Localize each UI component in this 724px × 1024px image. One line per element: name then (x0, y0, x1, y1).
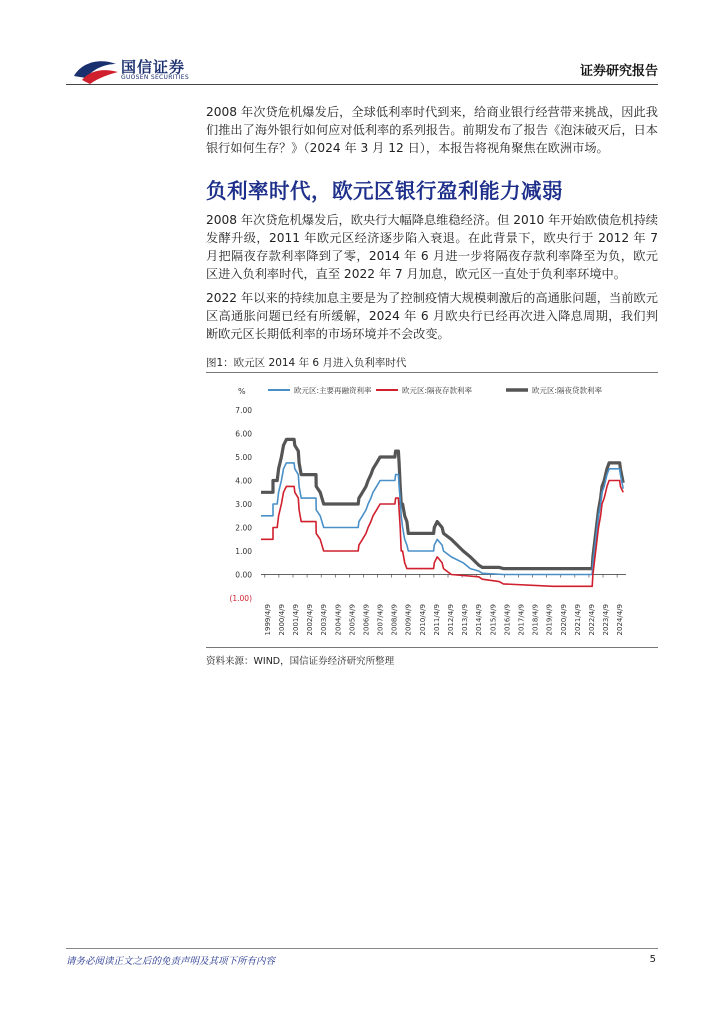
x-tick-label: 2016/4/9 (503, 604, 512, 636)
logo-name: 国信证券 (121, 58, 186, 76)
x-tick-label: 2024/4/9 (616, 604, 625, 636)
y-tick-label: 1.00 (235, 547, 252, 556)
x-tick-label: 2003/4/9 (320, 604, 329, 636)
legend-label: 欧元区:主要再融资利率 (294, 386, 372, 395)
legend-label: 欧元区:隔夜存款利率 (402, 386, 473, 395)
figure-title: 图1：欧元区 2014 年 6 月进入负利率时代 (206, 357, 407, 369)
page-number: 5 (649, 954, 656, 965)
figure-source: 资料来源：WIND，国信证券经济研究所整理 (206, 656, 395, 667)
x-tick-label: 2009/4/9 (404, 604, 413, 636)
figure-top-rule (206, 372, 658, 373)
y-tick-label: 7.00 (235, 406, 252, 415)
body-paragraph-1: 2008 年次贷危机爆发后，欧央行大幅降息维稳经济。但 2010 年开始欧债危机持续发酵升级，2011 年欧元区经济逐步陷入衰退。在此背景下，欧央行于 2012 年 7 月把隔夜存款利率降到了零，2014 年 6 月进一步将隔夜存款利率降至为负，欧元区进入负利率时代，直至 2022 年 7 月加息，欧元区一直处于负利率环境中。 (206, 213, 658, 281)
y-tick-label: 0.00 (235, 570, 252, 580)
x-tick-label: 2022/4/9 (587, 604, 596, 636)
header-divider (66, 84, 658, 85)
x-tick-label: 2011/4/9 (432, 604, 441, 636)
y-tick-label: 3.00 (235, 500, 252, 509)
x-tick-label: 2014/4/9 (475, 604, 484, 636)
legend-label: 欧元区:隔夜贷款利率 (532, 386, 603, 395)
x-tick-label: 2004/4/9 (334, 604, 343, 636)
y-tick-label: 6.00 (235, 429, 252, 439)
y-tick-label: 4.00 (235, 476, 252, 486)
x-tick-label: 2021/4/9 (573, 604, 582, 636)
y-tick-label: 5.00 (235, 453, 252, 462)
footer-divider (66, 948, 658, 949)
section-title: 负利率时代，欧元区银行盈利能力减弱 (206, 179, 563, 203)
x-tick-label: 2015/4/9 (489, 604, 498, 636)
x-tick-label: 2020/4/9 (559, 604, 568, 636)
x-tick-label: 2023/4/9 (602, 604, 611, 636)
x-tick-label: 2012/4/9 (447, 604, 456, 636)
x-tick-label: 2007/4/9 (376, 604, 385, 636)
x-tick-label: 2000/4/9 (277, 604, 286, 636)
y-tick-label: (1.00) (229, 594, 252, 603)
figure-bottom-rule (206, 647, 658, 648)
x-tick-label: 2006/4/9 (362, 604, 371, 636)
x-tick-label: 2018/4/9 (531, 604, 540, 636)
x-tick-label: 2001/4/9 (291, 604, 300, 636)
y-tick-label: 2.00 (235, 523, 252, 533)
interest-rate-line-chart (206, 376, 658, 646)
x-tick-label: 2019/4/9 (545, 604, 554, 636)
x-tick-label: 2013/4/9 (461, 604, 470, 636)
x-tick-label: 2002/4/9 (306, 604, 315, 636)
logo-subtitle: GUOSEN SECURITIES (121, 74, 190, 81)
x-tick-label: 2017/4/9 (517, 604, 526, 636)
body-paragraph-2: 2022 年以来的持续加息主要是为了控制疫情大规模刺激后的高通胀问题，当前欧元区高通胀问题已经有所缓解，2024 年 6 月欧央行已经再次进入降息周期，我们判断欧元区长期低利率的市场环境并不会改变。 (206, 291, 658, 341)
x-tick-label: 2010/4/9 (418, 604, 427, 636)
intro-paragraph: 2008 年次贷危机爆发后，全球低利率时代到来，给商业银行经营带来挑战，因此我们推出了海外银行如何应对低利率的系列报告。前期发布了报告《泡沫破灭后，日本银行如何生存？》（2024 年 3 月 12 日），本报告将视角聚焦在欧洲市场。 (206, 105, 658, 155)
x-tick-label: 2005/4/9 (348, 604, 357, 636)
x-tick-label: 1999/4/9 (263, 604, 272, 636)
footer-disclaimer: 请务必阅读正文之后的免责声明及其项下所有内容 (66, 956, 276, 967)
report-type-label: 证券研究报告 (579, 64, 658, 79)
y-unit-label: % (238, 387, 246, 396)
x-tick-label: 2008/4/9 (390, 604, 399, 636)
